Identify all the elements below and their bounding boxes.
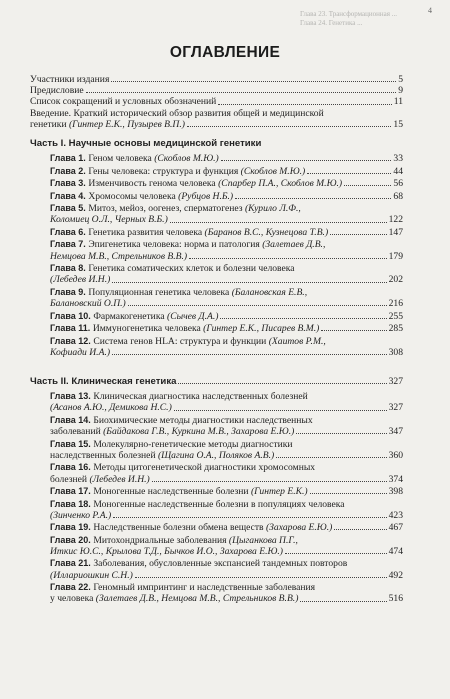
front-matter bbox=[30, 74, 403, 130]
chapter-title: Хромосомы человека bbox=[88, 190, 179, 202]
chapter-label: Глава 1. bbox=[50, 153, 89, 164]
entry-text bbox=[50, 426, 294, 437]
page-number: 327 bbox=[388, 402, 403, 414]
page-number: 68 bbox=[393, 190, 403, 202]
toc-entry-line bbox=[50, 203, 403, 214]
dot-leader bbox=[174, 410, 387, 411]
entry-text bbox=[30, 119, 185, 130]
chapter-authors: (Гинтер Е.К.) bbox=[250, 486, 308, 498]
dot-leader bbox=[113, 517, 386, 518]
page-number: 285 bbox=[388, 323, 403, 335]
chapter-entry bbox=[30, 462, 403, 484]
chapter-label: Глава 16. bbox=[50, 462, 94, 473]
page-number: 44 bbox=[393, 165, 403, 177]
dot-leader bbox=[334, 529, 386, 530]
dot-leader bbox=[86, 92, 397, 93]
page-number: 492 bbox=[388, 569, 403, 581]
dot-leader bbox=[112, 354, 387, 355]
toc-entry-line bbox=[50, 535, 403, 546]
toc-entry-line bbox=[50, 166, 403, 177]
chapter-authors: (Рубцов Н.Б.) bbox=[178, 190, 234, 202]
dot-leader bbox=[178, 383, 386, 384]
chapter-entry bbox=[30, 166, 403, 177]
chapter-authors: (Сычев Д.А.) bbox=[167, 310, 219, 322]
chapter-label: Глава 19. bbox=[50, 522, 94, 533]
page-number: 467 bbox=[388, 522, 403, 534]
chapter-label: Глава 18. bbox=[50, 498, 94, 509]
entry-title: Предисловие bbox=[30, 85, 84, 97]
toc-entry-line bbox=[50, 178, 403, 189]
dot-leader bbox=[128, 305, 387, 306]
entry-text bbox=[50, 214, 168, 225]
chapter-entry bbox=[30, 486, 403, 497]
toc-entry-line bbox=[50, 323, 403, 334]
toc-entry-line bbox=[50, 239, 403, 250]
entry-text bbox=[50, 274, 110, 285]
chapter-authors: (Залетаев Д.В., bbox=[262, 239, 326, 251]
dot-leader bbox=[152, 481, 387, 482]
chapter-authors: (Лебедев И.Н.) bbox=[89, 473, 150, 485]
toc-entry-line bbox=[50, 415, 403, 426]
entry-text bbox=[50, 347, 110, 358]
toc-entry-line bbox=[50, 439, 403, 450]
chapter-authors: (Лебедев И.Н.) bbox=[50, 274, 111, 286]
chapter-title: Гены человека: структура и функция bbox=[88, 165, 241, 177]
toc-entry-line bbox=[30, 74, 403, 85]
chapter-label: Глава 14. bbox=[50, 414, 94, 425]
entry-text bbox=[50, 166, 305, 177]
page-number: 474 bbox=[388, 545, 403, 557]
page-number: 33 bbox=[393, 153, 403, 165]
chapter-entry bbox=[30, 336, 403, 358]
toc-entry-line bbox=[50, 426, 403, 437]
entry-text bbox=[50, 450, 274, 461]
toc-entry-line bbox=[50, 450, 403, 461]
entry-text bbox=[50, 311, 218, 322]
entry-text bbox=[50, 298, 126, 309]
dot-leader bbox=[235, 198, 391, 199]
toc-entry-line bbox=[30, 85, 403, 96]
chapter-authors: (Хаитов Р.М., bbox=[268, 335, 326, 347]
toc-entry-line bbox=[50, 311, 403, 322]
chapter-authors: Кофиади И.А.) bbox=[50, 346, 111, 358]
dot-leader bbox=[330, 234, 386, 235]
toc-entry-line bbox=[50, 274, 403, 285]
chapter-label: Глава 10. bbox=[50, 310, 94, 321]
chapter-label: Глава 4. bbox=[50, 190, 89, 201]
chapter-authors: (Асанов А.Ю., Демикова Н.С.) bbox=[50, 402, 172, 414]
dot-leader bbox=[321, 330, 386, 331]
part-two bbox=[30, 376, 403, 606]
entry-text bbox=[30, 85, 84, 96]
entry-text bbox=[30, 74, 109, 85]
chapter-label: Глава 5. bbox=[50, 203, 89, 214]
entry-text bbox=[30, 376, 176, 387]
chapter-label: Глава 13. bbox=[50, 391, 94, 402]
entry-text bbox=[50, 323, 319, 334]
toc-entry-line bbox=[50, 593, 403, 604]
toc-entry-line bbox=[50, 153, 403, 164]
dot-leader bbox=[218, 104, 392, 105]
page-number: 11 bbox=[393, 96, 403, 108]
chapter-authors: (Скоблов М.Ю.) bbox=[240, 165, 306, 177]
entry-text bbox=[50, 402, 172, 413]
part-title: Часть I. Научные основы медицинской генетики bbox=[30, 138, 262, 149]
chapter-title: Изменчивость генома человека bbox=[88, 178, 219, 190]
toc-entry-line bbox=[50, 227, 403, 238]
toc-entry-line bbox=[50, 263, 403, 274]
page-number: 179 bbox=[388, 250, 403, 262]
chapter-entry bbox=[30, 227, 403, 238]
ghost-line: Глава 24. Генетика ... bbox=[300, 19, 363, 27]
dot-leader bbox=[300, 601, 386, 602]
chapter-entry bbox=[30, 391, 403, 413]
toc-entry-line bbox=[50, 347, 403, 358]
chapter-authors: Коломиец О.Л., Черных В.Б.) bbox=[50, 214, 168, 226]
entry-authors: (Гинтер Е.К., Пузырев В.П.) bbox=[68, 118, 185, 130]
chapter-authors: (Захарова Е.Ю.) bbox=[265, 522, 333, 534]
entry-text bbox=[50, 486, 308, 497]
chapter-authors: (Зинченко Р.А.) bbox=[50, 509, 112, 521]
chapter-title: Иммуногенетика человека bbox=[92, 323, 204, 335]
entry-text bbox=[50, 510, 111, 521]
chapter-entry bbox=[30, 558, 403, 580]
chapter-title: Популяционная генетика человека bbox=[88, 286, 232, 298]
chapter-entry bbox=[30, 439, 403, 461]
chapter-title: Моногенные наследственные болезни bbox=[93, 486, 251, 498]
chapter-title: Заболевания, обусловленные экспансией тандемных повторов bbox=[93, 558, 348, 570]
chapter-title: Методы цитогенетической диагностики хромосомных bbox=[93, 462, 316, 474]
entry-text bbox=[50, 191, 233, 202]
chapter-authors: Немцова М.В., Стрельников В.В.) bbox=[50, 250, 188, 262]
chapter-title: у человека bbox=[50, 593, 96, 605]
chapter-title: Геном человека bbox=[88, 153, 155, 165]
page-number: 56 bbox=[393, 178, 403, 190]
entry-title: Список сокращений и условных обозначений bbox=[30, 96, 217, 108]
chapter-entry bbox=[30, 203, 403, 225]
entry-text bbox=[50, 474, 150, 485]
page-number: 5 bbox=[398, 74, 403, 85]
toc-entry-line bbox=[50, 462, 403, 473]
toc-entry-line: Введение. Краткий исторический обзор развития общей и медицинской bbox=[30, 107, 324, 119]
chapter-title: Эпигенетика человека: норма и патология bbox=[88, 239, 263, 251]
entry-text bbox=[50, 546, 283, 557]
page-number: 423 bbox=[388, 509, 403, 521]
page-number: 122 bbox=[388, 214, 403, 226]
page-title: ОГЛАВЛЕНИЕ bbox=[169, 44, 281, 61]
chapter-label: Глава 3. bbox=[50, 178, 89, 189]
toc-entry-line bbox=[50, 570, 403, 581]
toc-entry-line bbox=[50, 582, 403, 593]
page-number: 398 bbox=[388, 486, 403, 498]
chapter-entry bbox=[30, 522, 403, 533]
chapter-entry bbox=[30, 153, 403, 164]
entry-text bbox=[50, 593, 298, 604]
chapter-label: Глава 17. bbox=[50, 486, 94, 497]
chapter-label: Глава 12. bbox=[50, 335, 94, 346]
chapter-authors: (Иллариошкин С.Н.) bbox=[50, 569, 133, 581]
toc-entry-line bbox=[50, 522, 403, 533]
entry-text bbox=[50, 178, 342, 189]
chapter-authors: (Цыганкова П.Г., bbox=[228, 534, 298, 546]
chapter-authors: (Курило Л.Ф., bbox=[244, 203, 301, 215]
chapter-label: Глава 8. bbox=[50, 263, 89, 274]
chapter-title: Генетика развития человека bbox=[88, 226, 205, 238]
dot-leader bbox=[111, 81, 396, 82]
dot-leader bbox=[296, 433, 386, 434]
chapter-authors: Балановский О.П.) bbox=[50, 298, 126, 310]
chapter-title: Наследственные болезни обмена веществ bbox=[93, 522, 266, 534]
page-number: 9 bbox=[398, 85, 403, 97]
toc-entry-line bbox=[50, 336, 403, 347]
dot-leader bbox=[135, 577, 387, 578]
ghost-line: Глава 23. Трансформационная ... bbox=[300, 10, 397, 18]
page-number: 255 bbox=[388, 310, 403, 322]
dot-leader bbox=[112, 282, 386, 283]
chapter-label: Глава 11. bbox=[50, 323, 93, 334]
chapter-label: Глава 20. bbox=[50, 534, 94, 545]
chapter-label: Глава 7. bbox=[50, 239, 89, 250]
dot-leader bbox=[285, 553, 387, 554]
dot-leader bbox=[221, 160, 392, 161]
bleed-through-text bbox=[300, 10, 445, 28]
chapter-title: Генетика соматических клеток и болезни человека bbox=[88, 263, 295, 275]
entry-title: Участники издания bbox=[30, 74, 110, 85]
page-number: 216 bbox=[388, 298, 403, 310]
toc-entry-line bbox=[50, 191, 403, 202]
chapter-entry bbox=[30, 323, 403, 334]
chapter-label: Глава 9. bbox=[50, 286, 89, 297]
chapter-label: Глава 15. bbox=[50, 438, 94, 449]
page-number: 516 bbox=[388, 593, 403, 605]
chapter-authors: (Баранов В.С., Кузнецова Т.В.) bbox=[204, 226, 329, 238]
chapter-title: Система генов HLA: структура и функции bbox=[93, 335, 269, 347]
dot-leader bbox=[189, 258, 387, 259]
chapter-title: Биохимические методы диагностики наследственных bbox=[93, 414, 313, 426]
chapter-label: Глава 21. bbox=[50, 558, 94, 569]
chapter-entry bbox=[30, 263, 403, 285]
toc-entry-line bbox=[50, 287, 403, 298]
toc-entry-line bbox=[50, 391, 403, 402]
toc-entry-line bbox=[30, 138, 403, 149]
entry-text bbox=[50, 251, 187, 262]
chapter-authors: Иткис Ю.С., Крылова Т.Д., Бычков И.О., Захарова Е.Ю.) bbox=[50, 545, 283, 557]
page-number: 147 bbox=[388, 226, 403, 238]
toc-entry-line bbox=[50, 474, 403, 485]
chapter-title: Клиническая диагностика наследственных болезней bbox=[93, 391, 308, 403]
page-corner-mark: 4 bbox=[428, 6, 432, 15]
chapter-title: Митохондриальные заболевания bbox=[93, 534, 229, 546]
toc-entry-line bbox=[50, 499, 403, 510]
part-one bbox=[30, 138, 403, 359]
toc-entry-line bbox=[30, 96, 403, 107]
toc-entry-line bbox=[50, 558, 403, 569]
toc-entry-line bbox=[50, 214, 403, 225]
chapter-title: Фармакогенетика bbox=[93, 310, 167, 322]
toc-entry-line bbox=[50, 402, 403, 413]
entry-text bbox=[50, 570, 133, 581]
chapter-label: Глава 2. bbox=[50, 165, 89, 176]
chapter-entry bbox=[30, 499, 403, 521]
chapter-entry bbox=[30, 311, 403, 322]
chapter-entry bbox=[30, 191, 403, 202]
page-number: 202 bbox=[388, 274, 403, 286]
chapter-title: заболеваний bbox=[50, 426, 104, 438]
chapter-title: Геномный импринтинг и наследственные заболевания bbox=[93, 582, 316, 594]
dot-leader bbox=[276, 457, 386, 458]
chapter-label: Глава 22. bbox=[50, 582, 94, 593]
chapter-authors: (Спарбер П.А., Скоблов М.Ю.) bbox=[218, 178, 343, 190]
chapter-authors: (Залетаев Д.В., Немцова М.В., Стрельников В.В.) bbox=[95, 593, 299, 605]
dot-leader bbox=[310, 493, 387, 494]
chapter-authors: (Скоблов М.Ю.) bbox=[154, 153, 219, 165]
chapter-entry bbox=[30, 178, 403, 189]
toc-entry-line bbox=[50, 546, 403, 557]
chapter-title: болезней bbox=[50, 473, 90, 485]
entry-text bbox=[30, 138, 261, 149]
chapter-authors: (Балановская Е.В., bbox=[231, 286, 308, 298]
toc-entry-line bbox=[50, 510, 403, 521]
entry-title: генетики bbox=[30, 118, 69, 130]
page-number: 374 bbox=[388, 473, 403, 485]
toc-entry-line bbox=[30, 119, 403, 130]
chapter-label: Глава 6. bbox=[50, 226, 89, 237]
dot-leader bbox=[170, 222, 387, 223]
toc-entry-line bbox=[50, 298, 403, 309]
chapter-entry bbox=[30, 415, 403, 437]
chapter-authors: (Байдакова Г.В., Куркина М.В., Захарова Е.Ю.) bbox=[103, 426, 295, 438]
entry-text bbox=[30, 96, 216, 107]
toc-entry-line bbox=[50, 486, 403, 497]
chapter-title: наследственных болезней bbox=[50, 449, 158, 461]
page-number: 15 bbox=[393, 118, 403, 130]
entry-text bbox=[50, 227, 328, 238]
toc-entry-line bbox=[30, 376, 403, 387]
chapter-entry bbox=[30, 582, 403, 604]
page-number: 347 bbox=[388, 426, 403, 438]
dot-leader bbox=[187, 126, 391, 127]
chapter-title: Молекулярно-генетические методы диагностики bbox=[93, 438, 293, 450]
chapter-entry bbox=[30, 287, 403, 309]
entry-text bbox=[50, 153, 219, 164]
chapter-authors: (Щагина О.А., Поляков А.В.) bbox=[157, 449, 275, 461]
toc-entry-line bbox=[50, 251, 403, 262]
page-number: 308 bbox=[388, 346, 403, 358]
chapter-title: Моногенные наследственные болезни в популяциях человека bbox=[93, 498, 345, 510]
dot-leader bbox=[307, 173, 391, 174]
chapter-entry bbox=[30, 239, 403, 261]
dot-leader bbox=[344, 185, 391, 186]
chapter-entry bbox=[30, 535, 403, 557]
part-title: Часть II. Клиническая генетика bbox=[30, 376, 177, 387]
chapter-title: Митоз, мейоз, оогенез, сперматогенез bbox=[88, 203, 245, 215]
chapter-authors: (Гинтер Е.К., Писарев В.М.) bbox=[203, 323, 320, 335]
page-number: 327 bbox=[388, 376, 403, 387]
entry-text bbox=[50, 522, 332, 533]
page-number: 360 bbox=[388, 449, 403, 461]
dot-leader bbox=[220, 318, 386, 319]
